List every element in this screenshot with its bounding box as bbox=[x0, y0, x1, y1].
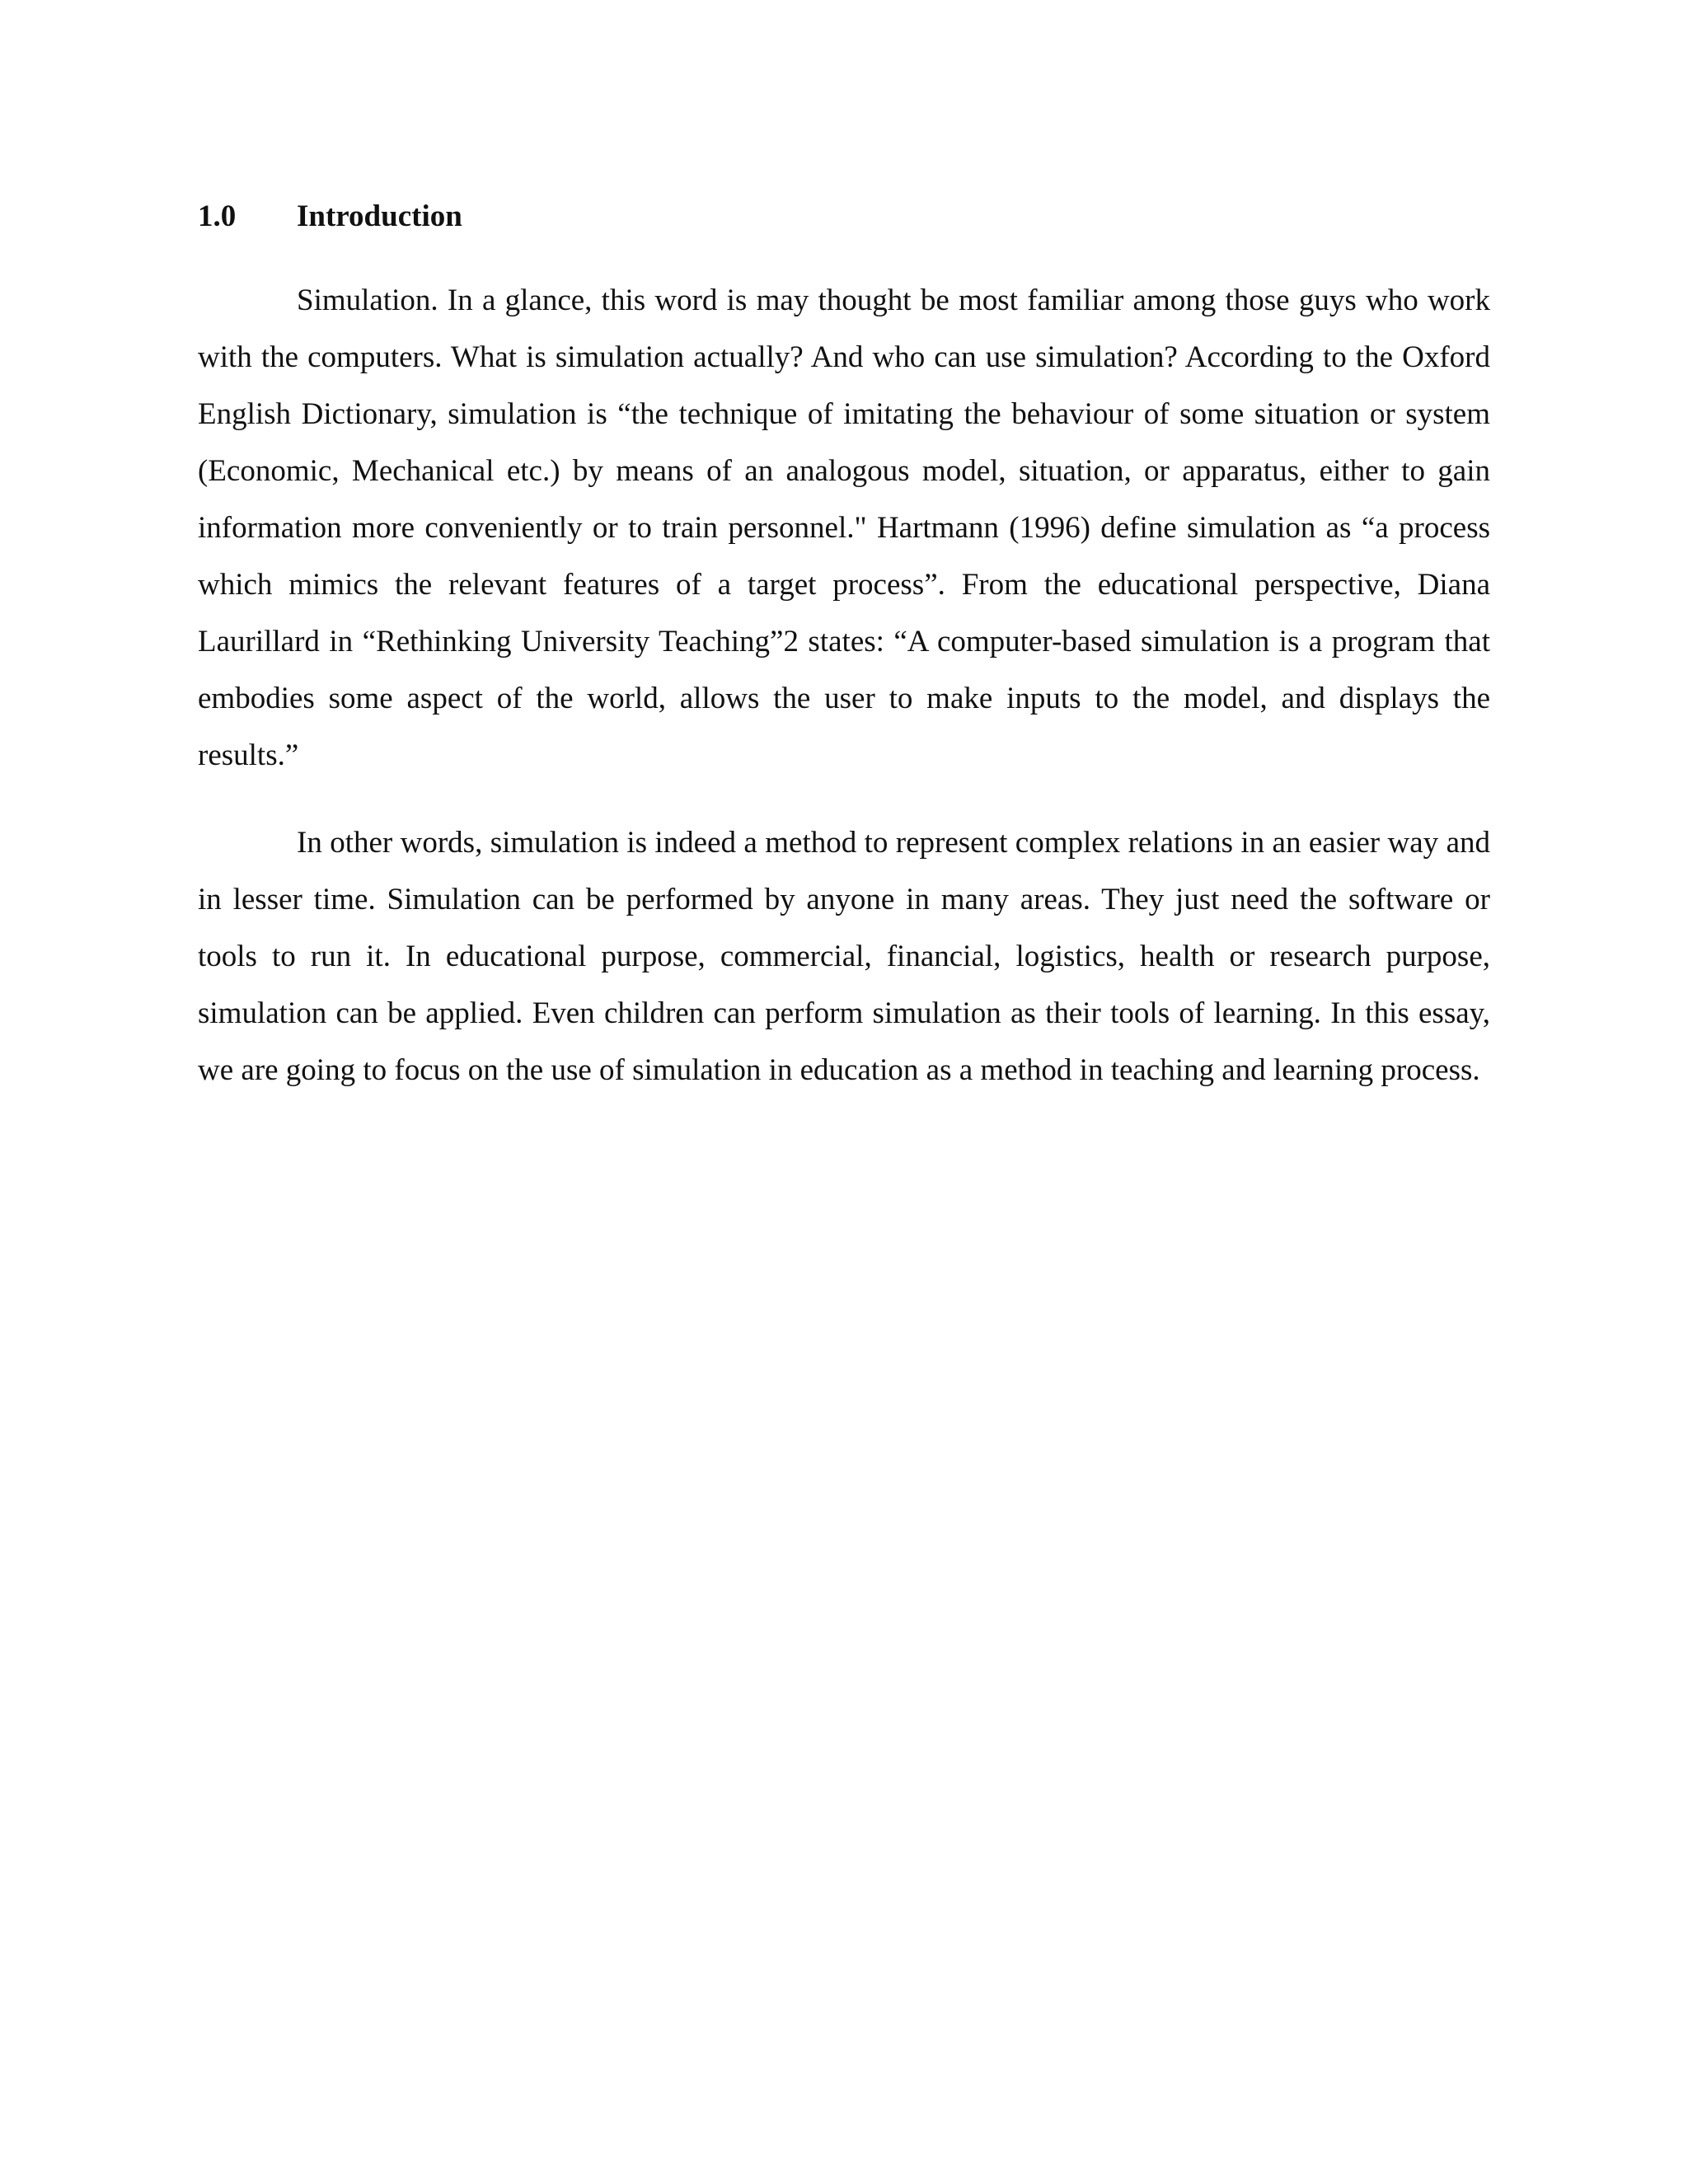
section-title: Introduction bbox=[297, 199, 462, 233]
body-paragraph: In other words, simulation is indeed a method to represent complex relations in an easier way and in lesser time. Simulation can be performed by anyone in many areas. They just need the software or tools to run it. In educational purpose, commercial, financial, logistics, health or research purpose, simulation can be applied. Even children can perform simulation as their tools of learning. In this essay, we are going to focus on the use of simulation in education as a method in teaching and learning process. bbox=[198, 826, 1490, 1087]
body-paragraph: Simulation. In a glance, this word is may thought be most familiar among those guys who work with the computers. What is simulation actually? And who can use simulation? According to the Oxford English Dictionary, simulation is “the technique of imitating the behaviour of some situation or system (Economic, Mechanical etc.) by means of an analogous model, situation, or apparatus, either to gain information more conveniently or to train personnel." Hartmann (1996) define simulation as “a process which mimics the relevant features of a target process”. From the educational perspective, Diana Laurillard in “Rethinking University Teaching”2 states: “A computer-based simulation is a program that embodies some aspect of the world, allows the user to make inputs to the model, and displays the results.” bbox=[198, 284, 1490, 772]
section-number: 1.0 bbox=[198, 199, 237, 233]
section-heading bbox=[198, 198, 462, 236]
